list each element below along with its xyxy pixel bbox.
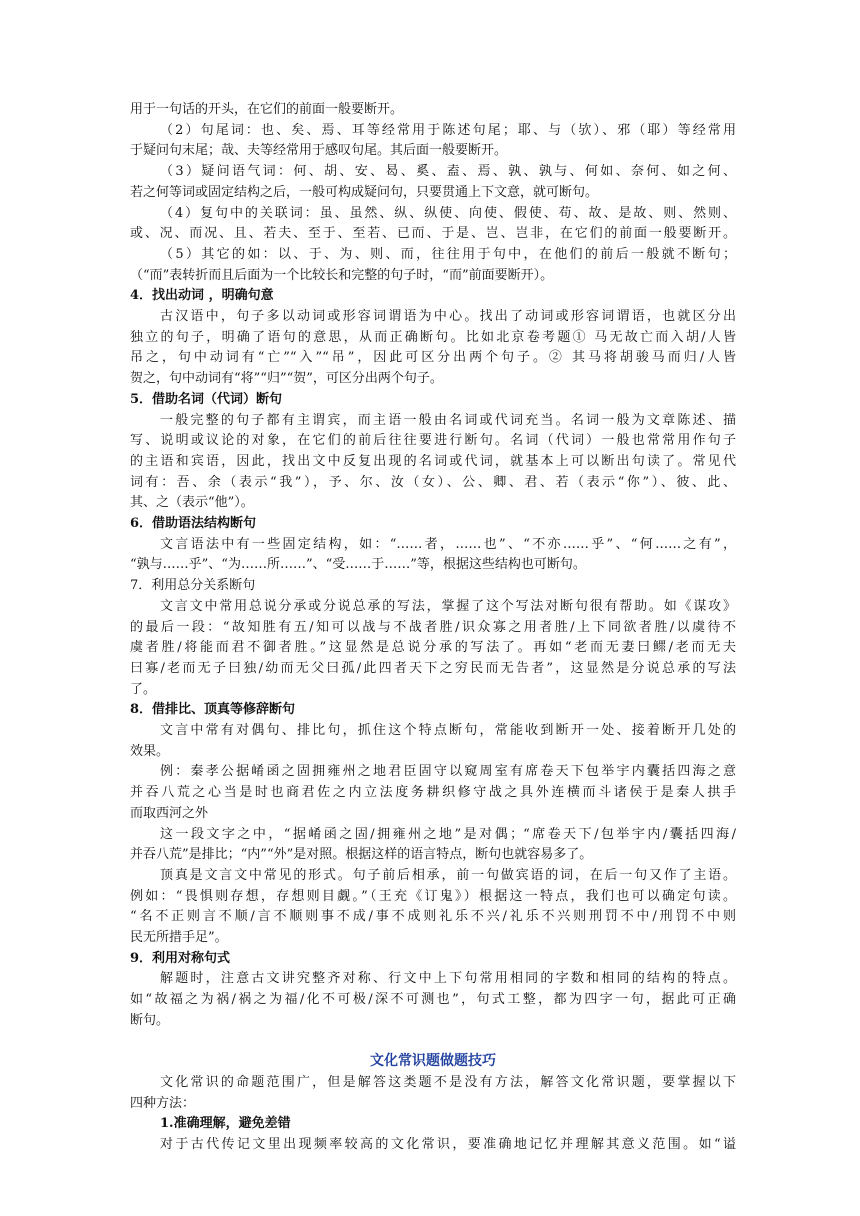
paragraph-first-line: 文言文中常用总说分承或分说总承的写法，掌握了这个写法对断句很有帮助。如《谋攻》: [160, 598, 736, 614]
text-line: “名不正则言不顺/言不顺则事不成/事不成则礼乐不兴/礼乐不兴则刑罚不中/刑罚不中则: [130, 909, 736, 925]
text-line: 如“故福之为祸/祸之为福/化不可极/深不可测也”，句式工整，都为四字一句，据此可正确: [130, 992, 736, 1008]
text-line: 用于一句话的开头，在它们的前面一般要断开。: [130, 102, 404, 117]
text-line: 若之何等词或固定结构之后，一般可构成疑问句，只要贯通上下文意，就可断句。: [130, 184, 599, 200]
paragraph-first-line: 文言中常有对偶句、排比句，抓住这个特点断句，常能收到断开一处、接着断开几处的: [160, 723, 736, 738]
text-line: 并吞八荒”是排比；“内”“外”是对照。根据这样的语言特点，断句也就容易多了。: [130, 847, 593, 863]
text-line: 独立的句子，明确了语句的意思，从而正确断句。比如北京卷考题① 马无故亡而入胡/人皆: [130, 329, 736, 345]
text-line: 写、说明或议论的对象，在它们的前后往往要进行断句。名词（代词）一般也常常用作句子: [130, 433, 736, 449]
text-line: 曰寡/老而无子曰独/幼而无父曰孤/此四者天下之穷民而无告者”，这显然是分说总承的写法: [130, 660, 736, 676]
paragraph-first-line: （3）疑问语气词：何、胡、安、曷、奚、盍、焉、孰、孰与、何如、奈何、如之何、: [160, 164, 736, 180]
text-line: “孰与……乎”、“为……所……”、“受……于……”等，根据这些结构也可断句。: [130, 557, 586, 573]
text-line: 7．利用总分关系断句: [130, 578, 256, 594]
text-line: 了。: [130, 681, 157, 697]
text-line: 断句。: [130, 1012, 170, 1028]
section-heading: 9．利用对称句式: [130, 950, 231, 966]
text-line: 四种方法：: [130, 1095, 196, 1111]
text-line: 例如：“畏惧则存想，存想则目觑。”（王充《订鬼》）根据这一特点，我们也可以确定句读。: [130, 888, 736, 904]
text-line: 并吞八荒之心当是时也商君佐之内立法度务耕织修守战之具外连横而斗诸侯于是秦人拱手: [130, 785, 736, 801]
paragraph-first-line: 这一段文字之中，“据崤函之固/拥雍州之地”是对偶；“席卷天下/包举宇内/囊括四海/: [160, 826, 736, 842]
text-line: 贺之，句中动词有“将”“归”“贺”，可区分出两个句子。: [130, 371, 443, 387]
text-line: 效果。: [130, 743, 170, 759]
text-line: 民无所措手足”。: [130, 930, 228, 945]
text-line: 于疑问句末尾；哉、夫等经常用于感叹句尾。其后面一般要断开。: [130, 143, 508, 159]
paragraph-first-line: （5）其它的如：以、于、为、则、而，往往用于句中，在他们的前后一般就不断句；: [160, 246, 736, 262]
section-heading: 5．借助名词（代词）断句: [130, 391, 283, 407]
paragraph-first-line: 文言语法中有一些固定结构，如：“……者，……也”、“不亦……乎”、“何……之有”，: [160, 536, 736, 552]
paragraph-first-line: 对于古代传记文里出现频率较高的文化常识，要准确地记忆并理解其意义范围。如“谥: [160, 1137, 736, 1152]
paragraph-first-line: 例：秦孝公据崤函之固拥雍州之地君臣固守以窥周室有席卷天下包举宇内囊括四海之意: [160, 764, 736, 780]
text-line: 或、况、而况、且、若夫、至于、至若、已而、于是、岂、岂非，在它们的前面一般要断开。: [130, 226, 736, 242]
text-line: 而取西河之外: [130, 805, 209, 821]
paragraph-first-line: （2）句尾词：也、矣、焉、耳等经常用于陈述句尾；耶、与（欤）、邪（耶）等经常用: [160, 122, 736, 138]
section-heading: 8．借排比、顶真等修辞断句: [130, 702, 296, 718]
text-line: 吊之，句中动词有“亡”“入”“吊”，因此可区分出两个句子。② 其马将胡骏马而归/人皆: [130, 350, 736, 366]
text-line: 词有：吾、余（表示“我”），予、尔、汝（女）、公、卿、君、若（表示“你”）、彼、此、: [130, 474, 736, 490]
section-heading: 4．找出动词 ，明确句意: [130, 288, 274, 304]
text-line: 虞者胜/将能而君不御者胜。”这显然是总说分承的写法了。再如“老而无妻曰鳏/老而无夫: [130, 640, 736, 656]
paragraph-first-line: 一般完整的句子都有主谓宾，而主语一般由名词或代词充当。名词一般为文章陈述、描: [160, 412, 736, 428]
blank-line: [130, 1032, 736, 1051]
text-line: 的主语和宾语，因此，找出文中反复出现的名词或代词，就基本上可以断出句读了。常见代: [130, 453, 736, 469]
paragraph-first-line: 解题时，注意古文讲究整齐对称、行文中上下句常用相同的字数和相同的结构的特点。: [160, 971, 736, 987]
paragraph-first-line: 文化常识的命题范围广，但是解答这类题不是没有方法，解答文化常识题，要掌握以下: [160, 1074, 736, 1090]
text-line: 其、之（表示“他”）。: [130, 495, 254, 511]
sub-heading: 1.准确理解，避免差错: [160, 1116, 291, 1132]
section-title: 文化常识题做题技巧: [370, 1053, 496, 1070]
paragraph-first-line: （4）复句中的关联词：虽、虽然、纵、纵使、向使、假使、苟、故、是故、则、然则、: [160, 205, 736, 221]
paragraph-first-line: 古汉语中，句子多以动词或形容词谓语为中心。找出了动词或形容词谓语，也就区分出: [160, 309, 736, 324]
paragraph-first-line: 顶真是文言文中常见的形式。句子前后相承，前一句做宾语的词，在后一句又作了主语。: [160, 867, 736, 883]
text-line: （“而”表转折而且后面为一个比较长和完整的句子时，“而”前面要断开）。: [130, 267, 554, 283]
section-heading: 6．借助语法结构断句: [130, 516, 257, 531]
text-line: 的最后一段：“故知胜有五/知可以战与不战者胜/识众寡之用者胜/上下同欲者胜/以虞待不: [130, 619, 736, 635]
